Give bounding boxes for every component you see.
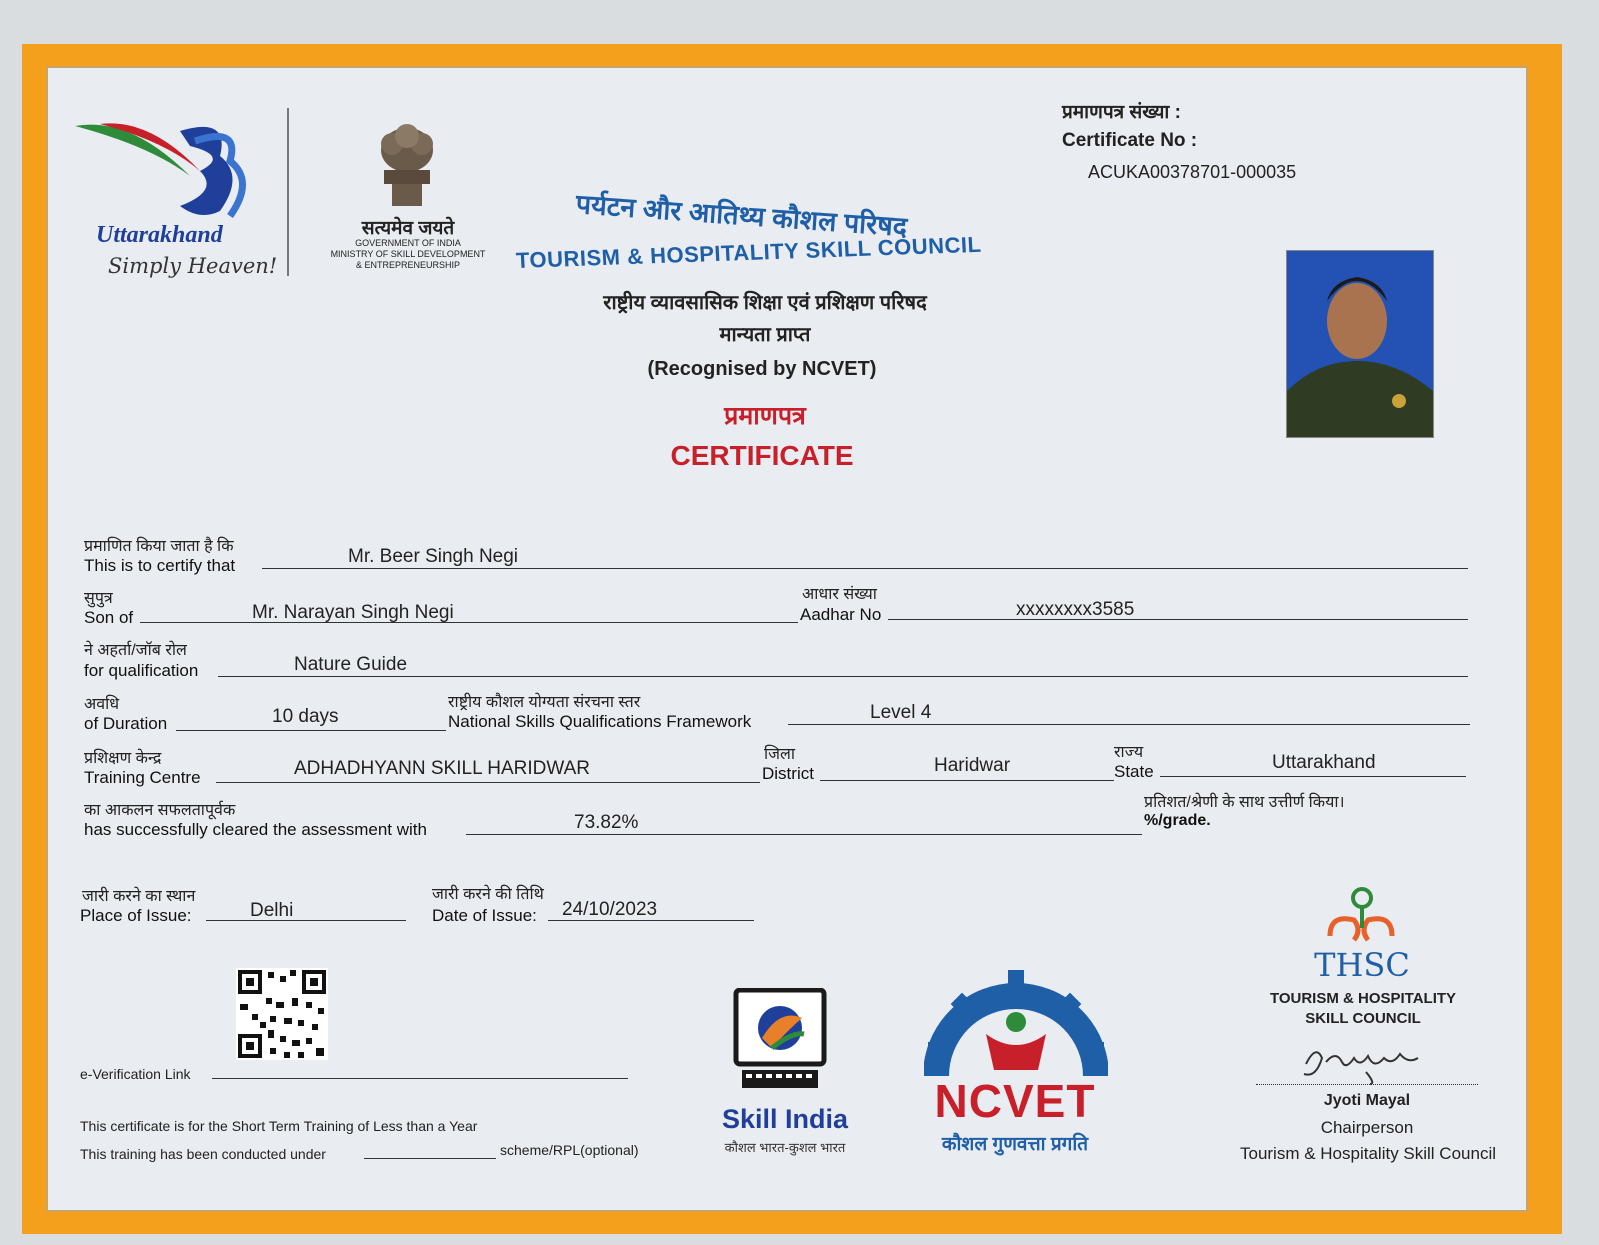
assessment-label: has successfully cleared the assessment with: [84, 820, 427, 839]
aadhar-label: Aadhar No: [800, 605, 882, 624]
qr-code-icon[interactable]: [236, 968, 328, 1060]
aadhar-label-hindi: आधार संख्या: [802, 586, 877, 603]
emblem-line2: MINISTRY OF SKILL DEVELOPMENT: [330, 249, 486, 259]
aadhar-underline: [888, 619, 1468, 620]
signature-icon: [1296, 1040, 1426, 1086]
ncvet-tagline: कौशल गुणवत्ता प्रगति: [941, 1134, 1089, 1155]
recognised-english: (Recognised by NCVET): [647, 358, 877, 380]
training-centre: ADHADHYANN SKILL HARIDWAR: [294, 758, 590, 779]
date-label: Date of Issue:: [432, 906, 537, 925]
district-label-hindi: जिला: [764, 746, 796, 763]
e-verification-label: e-Verification Link: [80, 1066, 191, 1082]
scheme-underline: [364, 1158, 496, 1159]
state-value: Uttarakhand: [1272, 752, 1376, 773]
grade-label: %/grade.: [1144, 812, 1211, 829]
certificate-no-label-hindi: प्रमाणपत्र संख्या :: [1062, 102, 1181, 123]
father-underline: [140, 622, 798, 623]
certify-label-hindi: प्रमाणित किया जाता है कि: [84, 538, 234, 555]
qualification-label-hindi: ने अहर्ता/जॉब रोल: [84, 642, 187, 659]
place-label-hindi: जारी करने का स्थान: [82, 888, 196, 905]
signature-line: [1256, 1084, 1478, 1085]
level-underline: [788, 724, 1470, 725]
emblem-line3: & ENTREPRENEURSHIP: [355, 260, 461, 270]
certificate-no-label: Certificate No :: [1062, 130, 1198, 151]
duration-label-hindi: अवधि: [84, 696, 120, 713]
thsc-abbr: THSC: [1314, 946, 1410, 984]
skill-india-tagline: कौशल भारत-कुशल भारत: [724, 1140, 846, 1155]
nsqf-level: Level 4: [870, 702, 932, 723]
father-name: Mr. Narayan Singh Negi: [252, 602, 454, 623]
certificate-title-english: CERTIFICATE: [670, 440, 854, 471]
emblem-line1: GOVERNMENT OF INDIA: [355, 238, 461, 248]
state-label: State: [1114, 762, 1154, 781]
duration-underline: [176, 730, 446, 731]
grade-label-hindi: प्रतिशत/श्रेणी के साथ उत्तीर्ण किया।: [1144, 794, 1345, 811]
name-underline: [262, 568, 1468, 569]
verification-underline[interactable]: [212, 1078, 628, 1079]
scheme-note-start: This training has been conducted under: [80, 1146, 326, 1162]
duration-value: 10 days: [272, 706, 339, 727]
assessment-score: 73.82%: [574, 812, 639, 833]
score-underline: [466, 834, 1142, 835]
state-underline: [1160, 776, 1466, 777]
place-of-issue: Delhi: [250, 900, 294, 921]
nsqf-label: National Skills Qualifications Framework: [448, 712, 752, 731]
son-of-label-hindi: सुपुत्र: [84, 590, 113, 607]
son-of-label: Son of: [84, 608, 134, 627]
logo-divider: [287, 108, 289, 276]
signatory-name: Jyoti Mayal: [1323, 1092, 1411, 1109]
skill-india-name: Skill India: [721, 1104, 849, 1134]
certificate-title-hindi: प्रमाणपत्र: [724, 402, 806, 430]
certificate-no-value: ACUKA00378701-000035: [1088, 162, 1297, 182]
district-underline: [820, 780, 1114, 781]
qualification-label: for qualification: [84, 661, 199, 680]
emblem-ministry: [316, 238, 500, 271]
duration-label: of Duration: [84, 714, 168, 733]
national-emblem-icon: [372, 118, 442, 210]
thsc-line1: TOURISM & HOSPITALITY: [1269, 990, 1457, 1007]
uttarakhand-name: Uttarakhand: [96, 222, 223, 248]
short-term-note: This certificate is for the Short Term Training of Less than a Year: [80, 1118, 478, 1134]
recognised-hindi: मान्यता प्राप्त: [719, 324, 811, 346]
place-label: Place of Issue:: [80, 906, 192, 925]
candidate-name: Mr. Beer Singh Negi: [348, 546, 519, 567]
qualification-value: Nature Guide: [294, 654, 408, 675]
district-label: District: [762, 764, 814, 783]
skill-india-logo-icon: [732, 988, 828, 1094]
date-of-issue: 24/10/2023: [562, 899, 658, 920]
assessment-label-hindi: का आकलन सफलतापूर्वक: [84, 802, 236, 819]
ncvet-name-hindi: राष्ट्रीय व्यावसासिक शिक्षा एवं प्रशिक्षण परिषद: [603, 292, 927, 314]
centre-label-hindi: प्रशिक्षण केन्द्र: [84, 750, 162, 767]
council-name-hindi: पर्यटन और आतिथ्य कौशल परिषद: [574, 189, 909, 243]
signatory-organisation: Tourism & Hospitality Skill Council: [1239, 1144, 1497, 1163]
uttarakhand-tagline: Simply Heaven!: [108, 254, 278, 278]
date-label-hindi: जारी करने की तिथि: [432, 886, 544, 903]
person-icon: [1287, 251, 1433, 437]
state-label-hindi: राज्य: [1114, 744, 1144, 761]
council-name-english: TOURISM & HOSPITALITY SKILL COUNCIL: [515, 231, 983, 273]
certify-label: This is to certify that: [84, 556, 236, 575]
emblem-motto: सत्यमेव जयते: [361, 218, 455, 239]
district-value: Haridwar: [934, 755, 1011, 776]
candidate-photo: [1286, 250, 1434, 438]
nsqf-label-hindi: राष्ट्रीय कौशल योग्यता संरचना स्तर: [448, 694, 641, 711]
place-underline: [206, 920, 406, 921]
centre-underline: [216, 782, 760, 783]
centre-label: Training Centre: [84, 768, 201, 787]
uttarakhand-logo-icon: [70, 116, 260, 226]
scheme-note-end: scheme/RPL(optional): [500, 1142, 639, 1158]
thsc-logo-icon: [1324, 884, 1398, 946]
signatory-role: Chairperson: [1320, 1118, 1414, 1137]
aadhar-number: xxxxxxxx3585: [1016, 599, 1135, 620]
ncvet-name: NCVET: [934, 1075, 1096, 1127]
thsc-line2: SKILL COUNCIL: [1305, 1010, 1421, 1027]
qualification-underline: [218, 676, 1468, 677]
